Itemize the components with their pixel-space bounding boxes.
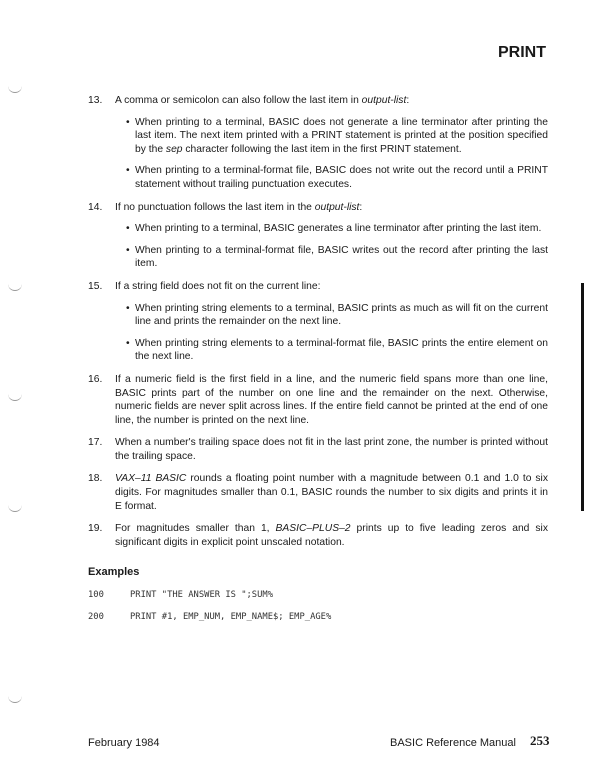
bullet-item: • When printing to a terminal, BASIC does not generate a line terminator after printing the last item. The next item printed with a PRINT statement is printed at the position specified by the sep character following the last item in the first PRINT statement.: [126, 116, 548, 155]
item-text: When a number's trailing space does not fit in the last print zone, the number is printed without the trailing space.: [115, 437, 548, 462]
list-item-14: [88, 201, 548, 215]
margin-mark: [8, 505, 22, 512]
item-number: 17.: [88, 437, 103, 449]
item-number: 14.: [88, 201, 103, 213]
item-number: 18.: [88, 473, 103, 485]
item-text: If no punctuation follows the last item in the output-list:: [115, 201, 363, 213]
item-number: 16.: [88, 373, 103, 385]
item-number: 15.: [88, 280, 103, 292]
margin-mark: [8, 86, 22, 93]
margin-mark: [8, 284, 22, 291]
item-text: If a string field does not fit on the current line:: [115, 280, 321, 292]
item-text: For magnitudes smaller than 1, BASIC–PLUS–2 prints up to five leading zeros and six significant digits in explicit point unscaled notation.: [115, 523, 548, 548]
list-item-13: [88, 94, 548, 108]
item-text: VAX–11 BASIC rounds a floating point number with a magnitude between 0.1 and 1.0 to six digits. For magnitudes smaller than 0.1, BASIC rounds the number to six digits and prints it in E format.: [115, 473, 548, 512]
margin-mark: [8, 394, 22, 401]
change-bar: [581, 283, 584, 511]
list-item-16: [88, 373, 548, 427]
code-line: 100 PRINT "THE ANSWER IS ";SUM%: [88, 590, 273, 601]
list-item-15: [88, 280, 548, 294]
bullet-item: • When printing to a terminal, BASIC generates a line terminator after printing the last item.: [126, 223, 542, 235]
list-item-19: [88, 522, 548, 549]
item-number: 19.: [88, 523, 103, 535]
examples-heading: Examples: [88, 566, 140, 579]
page-header-title: PRINT: [498, 44, 546, 61]
bullet-item: • When printing string elements to a terminal, BASIC prints as much as will fit on the current line and prints the remainder on the next line.: [126, 302, 548, 328]
item-number: 13.: [88, 95, 103, 106]
item-text: If a numeric field is the first field in a line, and the numeric field spans more than one line, BASIC prints part of the number on one line and the remainder on the next. Otherwise, numeric fields are never split across lines. If the entire field cannot be printed at the end of one line, the number is printed on the next line.: [115, 373, 548, 426]
bullet-item: • When printing to a terminal-format file, BASIC writes out the record after printing the last item.: [126, 244, 548, 270]
code-line: 200 PRINT #1, EMP_NUM, EMP_NAME$; EMP_AGE%: [88, 612, 332, 623]
bullet-item: • When printing string elements to a terminal-format file, BASIC prints the entire element on the next line.: [126, 337, 548, 363]
footer-date: February 1984: [88, 737, 160, 749]
margin-mark: [8, 696, 22, 703]
page-number: 253: [530, 733, 550, 748]
item-text: A comma or semicolon can also follow the last item in output-list:: [115, 95, 410, 106]
bullet-item: • When printing to a terminal-format file, BASIC does not write out the record until a PRINT statement without trailing punctuation executes.: [126, 165, 548, 190]
list-item-18: [88, 472, 548, 513]
list-item-17: [88, 436, 548, 463]
footer-manual-title: BASIC Reference Manual: [390, 737, 516, 749]
page-body: [88, 94, 548, 623]
